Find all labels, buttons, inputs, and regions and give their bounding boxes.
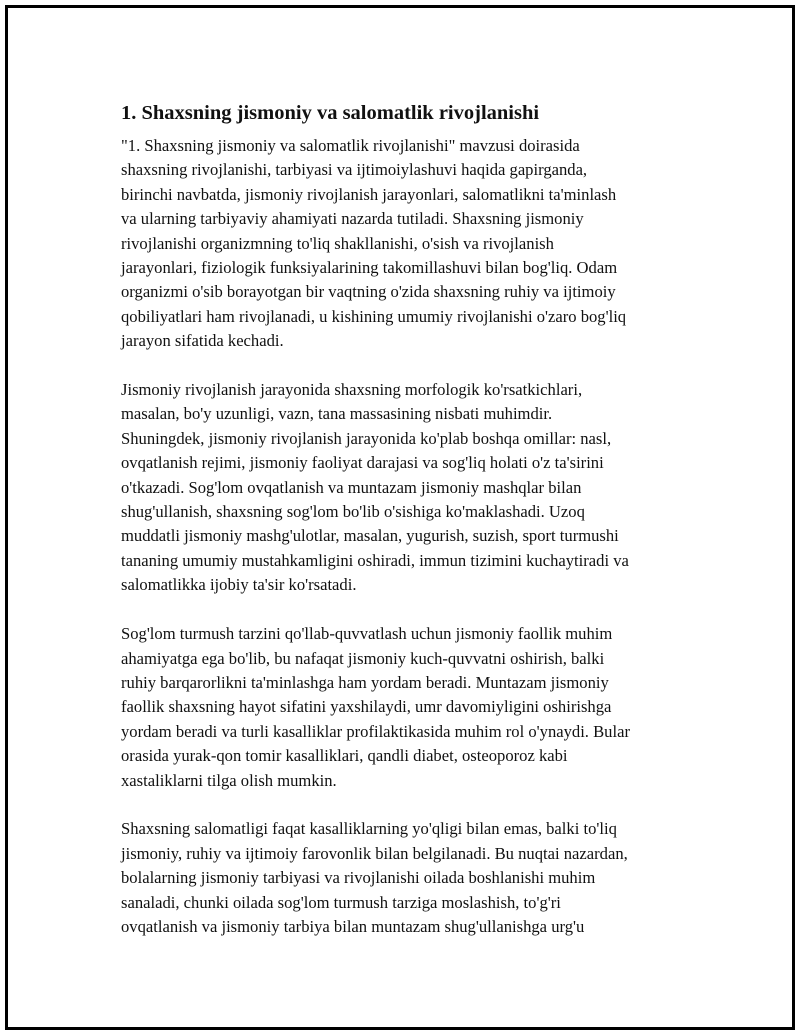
paragraph-3: Sog'lom turmush tarzini qo'llab-quvvatlash uchun jismoniy faollik muhim ahamiyatga ega bo'lib, bu nafaqat jismoniy kuch-quvvatni oshirish, balki ruhiy barqarorlikni ta'minlashga ham yordam beradi. Muntazam jismoniy faollik shaxsning hayot sifatini yaxshilaydi, umr davomiyligini oshirishga yordam beradi va turli kasalliklar profilaktikasida muhim rol o'ynaydi. Bular orasida yurak-qon tomir kasalliklari, qandli diabet, osteoporoz kabi xastaliklarni tilga olish mumkin. [121, 624, 630, 790]
page-title: 1. Shaxsning jismoniy va salomatlik rivojlanishi [121, 102, 540, 124]
paragraph-2: Jismoniy rivojlanish jarayonida shaxsning morfologik ko'rsatkichlari, masalan, bo'y uzunligi, vazn, tana massasining nisbati muhimdir. Shuningdek, jismoniy rivojlanish jarayonida ko'plab boshqa omillar: nasl, ovqatlanish rejimi, jismoniy faoliyat darajasi va sog'liq holati o'z ta'sirini o'tkazadi. Sog'lom ovqatlanish va muntazam jismoniy mashqlar bilan shug'ullanish, shaxsning sog'lom bo'lib o'sishiga ko'maklashadi. Uzoq muddatli jismoniy mashg'ulotlar, masalan, yugurish, suzish, sport turmushi tananing umumiy mustahkamligini oshiradi, immun tizimini kuchaytiradi va salomatlikka ijobiy ta'sir ko'rsatadi. [121, 380, 629, 595]
paragraph-1: "1. Shaxsning jismoniy va salomatlik rivojlanishi" mavzusi doirasida shaxsning rivojlanishi, tarbiyasi va ijtimoiylashuvi haqida gapirganda, birinchi navbatda, jismoniy rivojlanish jarayonlari, salomatlikni ta'minlash va ularning tarbiyaviy ahamiyati nazarda tutiladi. Shaxsning jismoniy rivojlanishi organizmning to'liq shakllanishi, o'sish va rivojlanish jarayonlari, fiziologik funksiyalarining takomillashuvi bilan bog'liq. Odam organizmi o'sib borayotgan bir vaqtning o'zida shaxsning ruhiy va ijtimoiy qobiliyatlari ham rivojlanadi, u kishining umumiy rivojlanishi o'zaro bog'liq jarayon sifatida kechadi. [121, 136, 627, 351]
paragraph-4: Shaxsning salomatligi faqat kasalliklarning yo'qligi bilan emas, balki to'liq jismoniy, ruhiy va ijtimoiy farovonlik bilan belgilanadi. Bu nuqtai nazardan, bolalarning jismoniy tarbiyasi va rivojlanishi oilada boshlanishi muhim sanaladi, chunki oilada sog'lom turmush tarziga moslashish, to'g'ri ovqatlanish va jismoniy tarbiya bilan muntazam shug'ullanishga urg'u [121, 819, 628, 936]
document-page [5, 5, 795, 1030]
document-body [121, 100, 701, 964]
